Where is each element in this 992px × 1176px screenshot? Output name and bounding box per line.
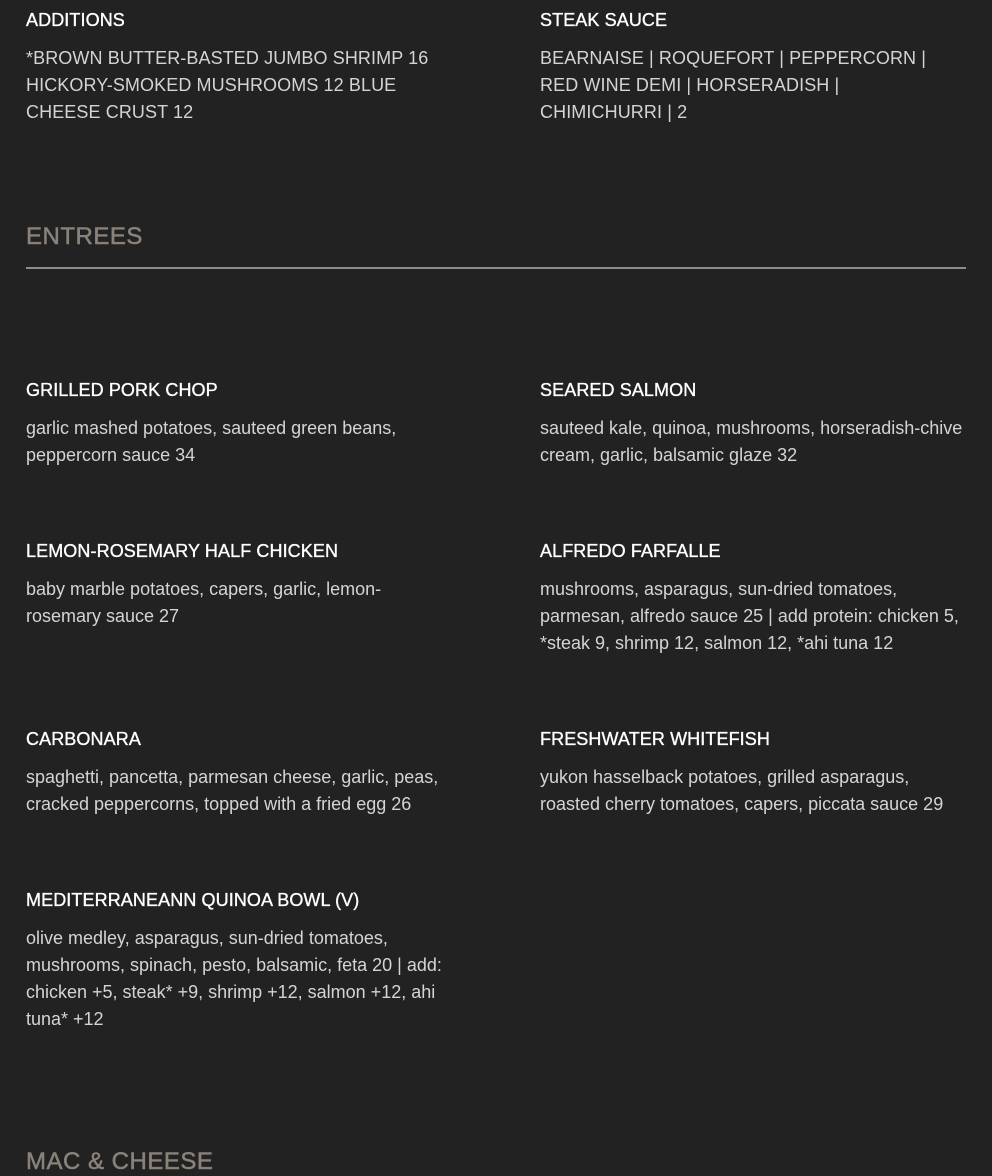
menu-item [26, 540, 466, 630]
additions-desc: *BROWN BUTTER-BASTED JUMBO SHRIMP 16 HICKORY-SMOKED MUSHROOMS 12 BLUE CHEESE CRUST 12 [26, 48, 429, 122]
menu-item-desc: baby marble potatoes, capers, garlic, lemon-rosemary sauce 27 [26, 579, 382, 626]
menu-item-title: FRESHWATER WHITEFISH [540, 729, 770, 749]
mac-cheese-heading: MAC & CHEESE [26, 1148, 214, 1175]
additions-block [26, 9, 466, 126]
menu-item-title: ALFREDO FARFALLE [540, 541, 721, 561]
menu-item [26, 379, 466, 469]
menu-item-desc: sauteed kale, quinoa, mushrooms, horseradish-chive cream, garlic, balsamic glaze 32 [540, 418, 963, 465]
steak-sauce-block [540, 9, 965, 126]
menu-item [540, 728, 965, 818]
menu-item [540, 379, 965, 469]
entrees-heading: ENTREES [26, 223, 143, 250]
additions-title: ADDITIONS [26, 10, 125, 30]
menu-item-title: GRILLED PORK CHOP [26, 380, 218, 400]
menu-item [540, 540, 965, 657]
menu-item-desc: garlic mashed potatoes, sauteed green beans, peppercorn sauce 34 [26, 418, 397, 465]
menu-item-title: MEDITERRANEANN QUINOA BOWL (V) [26, 890, 360, 910]
section-divider [26, 267, 966, 269]
menu-item-desc: olive medley, asparagus, sun-dried tomatoes, mushrooms, spinach, pesto, balsamic, feta 20 | add: chicken +5, steak* +9, shrimp +12, salmon +12, ahi tuna* +12 [26, 928, 442, 1029]
steak-sauce-desc: BEARNAISE | ROQUEFORT | PEPPERCORN | RED WINE DEMI | HORSERADISH | CHIMICHURRI | 2 [540, 48, 927, 122]
menu-item-desc: mushrooms, asparagus, sun-dried tomatoes, parmesan, alfredo sauce 25 | add protein: chicken 5, *steak 9, shrimp 12, salmon 12, *ahi tuna 12 [540, 579, 959, 653]
menu-item [26, 889, 466, 1033]
menu-item-title: SEARED SALMON [540, 380, 697, 400]
menu-item-desc: spaghetti, pancetta, parmesan cheese, garlic, peas, cracked peppercorns, topped with a fried egg 26 [26, 767, 439, 814]
menu-item-desc: yukon hasselback potatoes, grilled asparagus, roasted cherry tomatoes, capers, piccata sauce 29 [540, 767, 944, 814]
menu-item-title: LEMON-ROSEMARY HALF CHICKEN [26, 541, 339, 561]
steak-sauce-title: STEAK SAUCE [540, 10, 668, 30]
menu-item [26, 728, 466, 818]
menu-item-title: CARBONARA [26, 729, 141, 749]
